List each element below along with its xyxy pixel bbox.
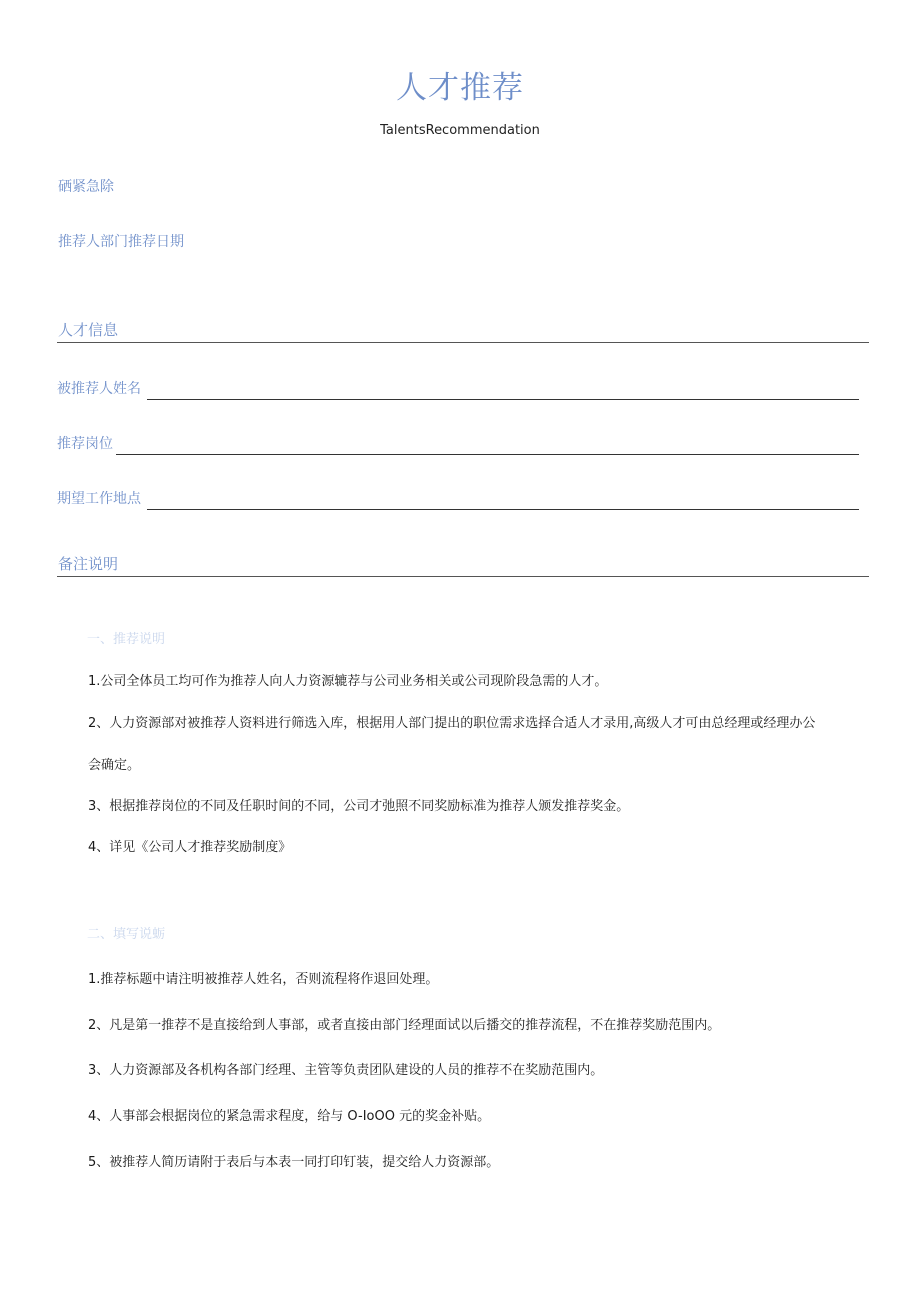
list-item: 2、凡是第一推荐不是直接给到人事部，或者直接由部门经理面试以后播交的推荐流程，不在推荐奖励范围内。 — [88, 1018, 721, 1033]
recommended-position-label: 推荐岗位 — [57, 436, 113, 452]
recommender-line: 推荐人部门推荐日期 — [58, 234, 184, 250]
list-item: 5、被推荐人简历请附于表后与本表一同打印钉装，提交给人力资源部。 — [88, 1155, 500, 1170]
recommended-position-field[interactable] — [57, 435, 859, 455]
list-item: 1.公司全体员工均可作为推荐人向人力资源辘荐与公司业务相关或公司现阶段急需的人才。 — [88, 674, 608, 689]
filling-notes-heading: 二、填写说蛎 — [87, 927, 166, 942]
recommended-position-input-line[interactable] — [116, 454, 859, 455]
list-item: 4、详见《公司人才推荐奖励制度》 — [88, 840, 292, 855]
talent-info-section-header — [57, 320, 869, 343]
urgency-line: 硒紧急除 — [58, 179, 114, 195]
talent-info-heading: 人才信息 — [58, 321, 119, 339]
document-title: 人才推荐 — [396, 70, 524, 106]
list-item: 1.推荐标题中请注明被推荐人姓名，否则流程将作退回处理。 — [88, 972, 439, 987]
recommended-name-input-line[interactable] — [147, 399, 859, 400]
list-item: 3、人力资源部及各机构各部门经理、主管等负责团队建设的人员的推荐不在奖励范围内。 — [88, 1063, 604, 1078]
list-item: 会确定。 — [88, 758, 141, 773]
expected-location-label: 期望工作地点 — [57, 491, 141, 507]
list-item: 3、根据推荐岗位的不同及任职时间的不同，公司才弛照不同奖励标准为推荐人颁发推荐奖金。 — [88, 799, 630, 814]
notes-heading: 备注说明 — [58, 555, 119, 573]
expected-location-field[interactable] — [57, 490, 859, 510]
expected-location-input-line[interactable] — [147, 509, 859, 510]
document-subtitle: TalentsRecommendation — [380, 123, 540, 138]
list-item: 4、人事部会根据岗位的紧急需求程度，给与 O-IoOO 元的奖金补贴。 — [88, 1109, 491, 1124]
recommended-name-label: 被推荐人姓名 — [57, 381, 141, 397]
notes-section-header — [57, 554, 869, 577]
recommendation-notes-heading: 一、推荐说明 — [87, 632, 166, 647]
recommended-name-field[interactable] — [57, 380, 859, 400]
list-item: 2、人力资源部对被推荐人资料进行筛选入库，根据用人部门提出的职位需求选择合适人才录用,高级人才可由总经理或经理办公 — [88, 716, 816, 731]
